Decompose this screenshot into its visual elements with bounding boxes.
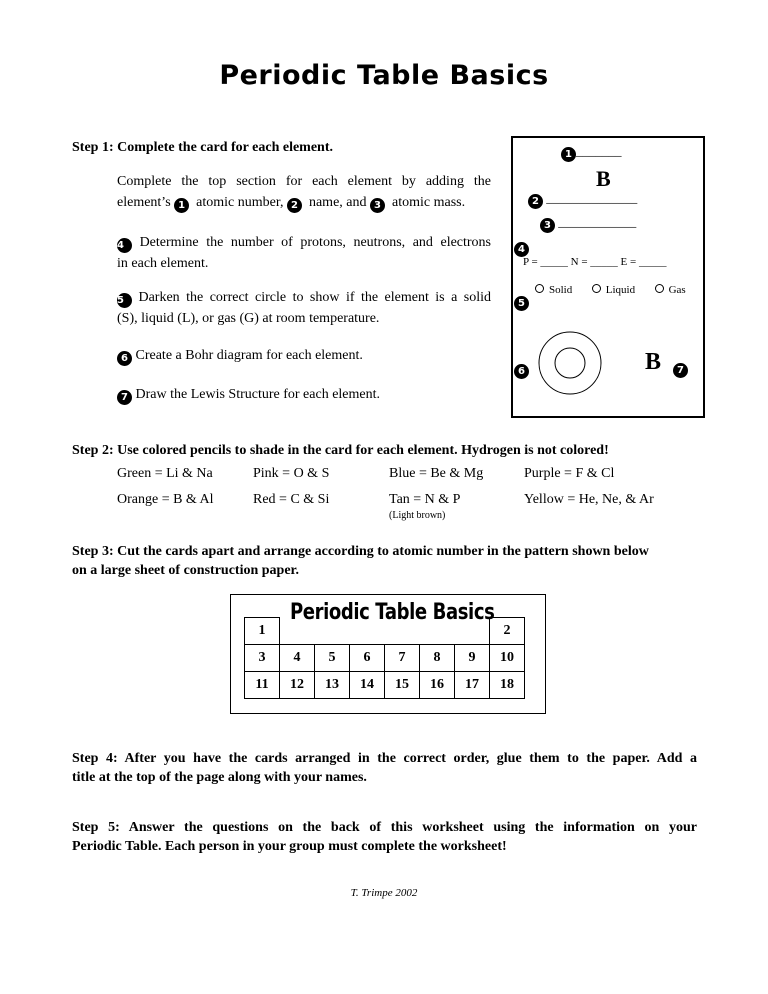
step1-p1-line1: Complete the top section for each element by adding the <box>117 174 491 189</box>
table-cell: 4 <box>280 645 315 672</box>
marker-2-icon: 2 <box>287 198 302 213</box>
marker-4-icon: 4 <box>514 242 529 257</box>
gas-radio-icon <box>655 284 664 293</box>
step5-heading <box>72 818 697 856</box>
card-marker-5 <box>514 291 529 311</box>
text: Determine the number of protons, neutrons, and electrons <box>139 235 492 250</box>
table-cell-empty <box>420 618 455 645</box>
table-cell: 16 <box>420 672 455 699</box>
table-cell-empty <box>385 618 420 645</box>
text: Create a Bohr diagram for each element. <box>135 348 363 363</box>
table-cell: 7 <box>385 645 420 672</box>
step1-instruction-1 <box>117 171 491 213</box>
step4-heading <box>72 749 697 787</box>
solid-radio-icon <box>535 284 544 293</box>
color-key-1: Green = Li & Na <box>117 466 213 481</box>
table-cell: 6 <box>350 645 385 672</box>
liquid-radio-icon <box>592 284 601 293</box>
step1-p3-line2: (S), liquid (L), or gas (G) at room temperature. <box>117 311 380 326</box>
table-cell: 11 <box>245 672 280 699</box>
bohr-diagram-icon <box>537 330 603 396</box>
marker-3-icon: 3 <box>370 198 385 213</box>
step1-p1-line2 <box>117 192 491 213</box>
text: Darken the correct circle to show if the element is a solid <box>138 290 492 305</box>
card-marker-7 <box>673 358 688 378</box>
text: Draw the Lewis Structure for each element. <box>135 387 381 402</box>
step1-instruction-5 <box>117 384 491 405</box>
color-key-4: Purple = F & Cl <box>524 466 615 481</box>
marker-7-icon: 7 <box>673 363 688 378</box>
card-blank: _______ <box>576 143 622 158</box>
step1-p2-line1 <box>117 232 491 253</box>
marker-1-icon: 1 <box>561 147 576 162</box>
card-name-line <box>528 190 637 209</box>
table-cell: 1 <box>245 618 280 645</box>
mini-periodic-table <box>244 617 525 699</box>
card-marker-4 <box>514 237 529 257</box>
marker-6-icon: 6 <box>514 364 529 379</box>
step1-instruction-2 <box>117 232 491 274</box>
step1-heading: Step 1: Complete the card for each element. <box>72 140 334 155</box>
card-state-row <box>535 284 686 296</box>
step2-heading: Step 2: Use colored pencils to shade in the card for each element. Hydrogen is not colored! <box>72 443 609 458</box>
liquid-label: Liquid <box>605 284 636 296</box>
table-cell: 9 <box>455 645 490 672</box>
step3-heading <box>72 542 697 580</box>
table-cell: 18 <box>490 672 525 699</box>
step4-line2: title at the top of the page along with your names. <box>72 770 367 785</box>
marker-5-icon: 5 <box>117 293 132 308</box>
step5-line1: Step 5: Answer the questions on the back of this worksheet using the information on your <box>72 820 697 835</box>
table-cell: 15 <box>385 672 420 699</box>
marker-6-icon: 6 <box>117 351 132 366</box>
card-blank: ______________ <box>546 190 638 205</box>
step1-instruction-3 <box>117 287 491 329</box>
table-cell-empty <box>315 618 350 645</box>
table-cell: 14 <box>350 672 385 699</box>
color-key-6: Red = C & Si <box>253 492 330 507</box>
card-mass-line <box>540 214 636 233</box>
card-atomic-number-line <box>561 143 622 162</box>
table-cell-empty <box>350 618 385 645</box>
table-cell: 3 <box>245 645 280 672</box>
tan-note: (Light brown) <box>389 510 446 521</box>
step4-line1: Step 4: After you have the cards arranged in the correct order, glue them to the paper. Add a <box>72 751 697 766</box>
table-row <box>245 672 525 699</box>
marker-1-icon: 1 <box>174 198 189 213</box>
text: atomic mass. <box>392 195 466 210</box>
table-cell: 10 <box>490 645 525 672</box>
table-cell-empty <box>280 618 315 645</box>
table-cell: 17 <box>455 672 490 699</box>
color-key-7: Tan = N & P <box>389 492 461 507</box>
text: atomic number, <box>196 195 284 210</box>
color-key-8: Yellow = He, Ne, & Ar <box>524 492 654 507</box>
card-symbol: B <box>596 166 611 191</box>
step1-instruction-4 <box>117 345 491 366</box>
table-cell: 5 <box>315 645 350 672</box>
marker-4-icon: 4 <box>117 238 132 253</box>
table-row <box>245 618 525 645</box>
color-key-3: Blue = Be & Mg <box>389 466 484 481</box>
solid-label: Solid <box>549 284 573 296</box>
table-cell: 13 <box>315 672 350 699</box>
page-title: Periodic Table Basics <box>219 60 549 91</box>
footer-credit: T. Trimpe 2002 <box>350 887 418 899</box>
card-pne-line: P = _____ N = _____ E = _____ <box>523 256 667 268</box>
table-cell: 8 <box>420 645 455 672</box>
mini-table-title: Periodic Table Basics <box>290 600 495 625</box>
gas-label: Gas <box>668 284 686 296</box>
marker-2-icon: 2 <box>528 194 543 209</box>
step5-line2: Periodic Table. Each person in your group must complete the worksheet! <box>72 839 507 854</box>
color-key-2: Pink = O & S <box>253 466 330 481</box>
table-row <box>245 645 525 672</box>
card-lewis-symbol: B <box>645 349 662 375</box>
marker-5-icon: 5 <box>514 296 529 311</box>
text: name, and <box>308 195 367 210</box>
card-blank: ____________ <box>558 214 637 229</box>
step1-p2-line2: in each element. <box>117 256 209 271</box>
step3-line1: Step 3: Cut the cards apart and arrange according to atomic number in the pattern shown below <box>72 544 649 559</box>
table-cell: 2 <box>490 618 525 645</box>
step3-line2: on a large sheet of construction paper. <box>72 563 299 578</box>
marker-3-icon: 3 <box>540 218 555 233</box>
text: element’s <box>117 195 171 210</box>
marker-7-icon: 7 <box>117 390 132 405</box>
table-cell: 12 <box>280 672 315 699</box>
color-key-5: Orange = B & Al <box>117 492 214 507</box>
table-cell-empty <box>455 618 490 645</box>
card-marker-6 <box>514 359 529 379</box>
step1-p3-line1 <box>117 287 491 308</box>
